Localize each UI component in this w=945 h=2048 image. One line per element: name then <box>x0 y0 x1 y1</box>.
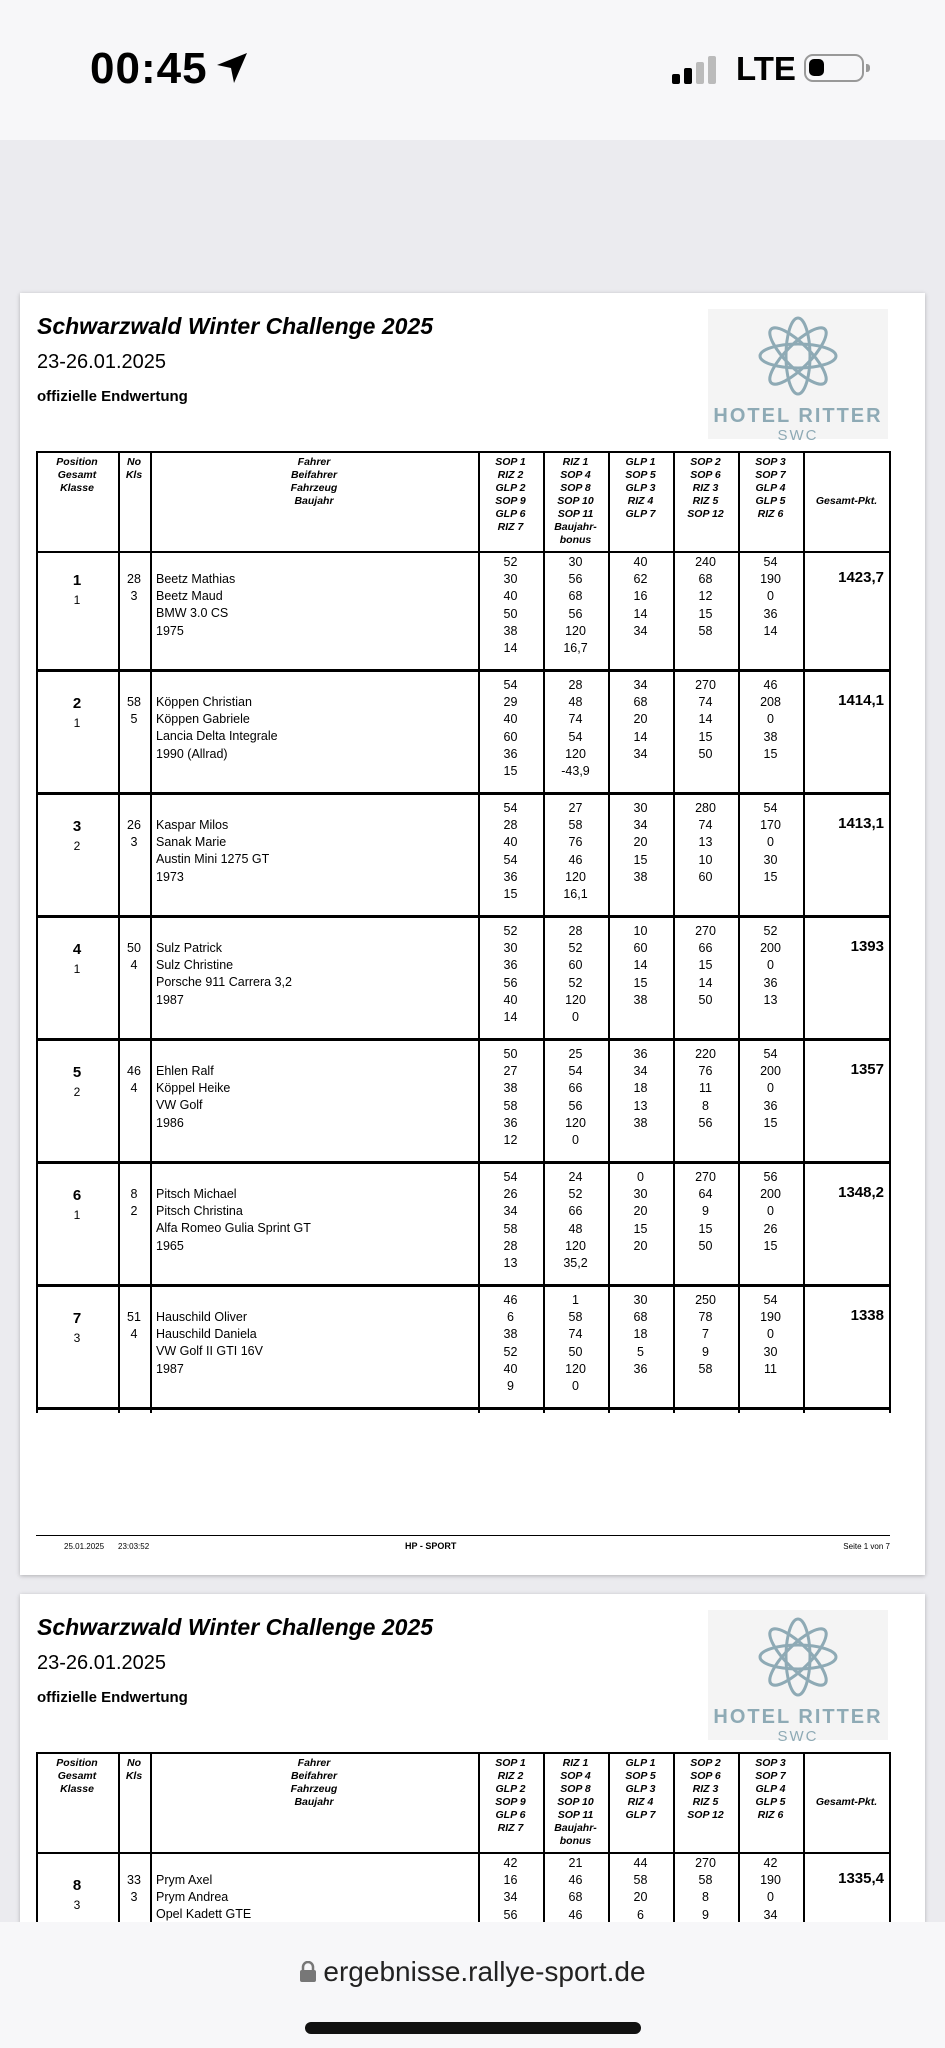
location-arrow-icon <box>214 50 250 86</box>
document-page-2 <box>20 1594 925 1924</box>
points-col4: 280 74 13 10 60 <box>695 801 716 884</box>
points-col2: 25 54 66 56 120 0 <box>565 1047 586 1148</box>
page-footer <box>36 1535 890 1551</box>
crew-info: Pitsch Michael Pitsch Christina Alfa Romeo Gulia Sprint GT 1965 <box>156 1187 311 1253</box>
class-position: 3 <box>73 1331 81 1345</box>
battery-icon <box>804 54 864 82</box>
header-no: No Kls <box>125 1757 143 1782</box>
points-col2: 21 46 68 46 <box>568 1856 583 1922</box>
points-col2: 27 58 76 46 120 16,1 <box>563 801 588 902</box>
start-number: 28 3 <box>127 572 141 604</box>
header-fahrer: Fahrer Beifahrer Fahrzeug Baujahr <box>290 1757 338 1808</box>
points-col3: 44 58 20 6 <box>633 1856 648 1922</box>
doc-title-2: Schwarzwald Winter Challenge 2025 <box>37 1614 434 1640</box>
class-position: 1 <box>73 962 81 976</box>
points-col1: 46 6 38 52 40 9 <box>503 1293 518 1394</box>
header-position: Position Gesamt Klasse <box>56 456 98 494</box>
header-col1: SOP 1 RIZ 2 GLP 2 SOP 9 GLP 6 RIZ 7 <box>495 1757 526 1834</box>
browser-address-bar[interactable] <box>0 1922 945 2048</box>
table-header <box>36 451 890 553</box>
position: 2 <box>72 695 82 712</box>
points-col4: 240 68 12 15 58 <box>695 555 716 638</box>
points-col1: 54 26 34 58 28 13 <box>503 1170 518 1271</box>
start-number: 8 2 <box>130 1187 138 1219</box>
header-col5: SOP 3 SOP 7 GLP 4 GLP 5 RIZ 6 <box>755 456 786 520</box>
points-col4: 220 76 11 8 56 <box>695 1047 716 1130</box>
doc-title: Schwarzwald Winter Challenge 2025 <box>37 313 434 339</box>
points-col4: 270 74 14 15 50 <box>695 678 716 761</box>
doc-subtitle-2: offizielle Endwertung <box>37 1689 188 1706</box>
document-page-1 <box>20 293 925 1575</box>
points-col1: 52 30 40 50 38 14 <box>503 555 518 656</box>
logo-subtext-2: SWC <box>777 1728 819 1745</box>
total-points: 1393 <box>850 938 884 955</box>
points-col3: 0 30 20 15 20 <box>633 1170 648 1253</box>
table-row <box>36 1164 890 1287</box>
total-points: 1413,1 <box>838 815 884 832</box>
status-bar <box>0 0 945 140</box>
table-row <box>36 918 890 1041</box>
crew-info: Hauschild Oliver Hauschild Daniela VW Golf II GTI 16V 1987 <box>156 1310 263 1376</box>
class-position: 2 <box>73 1085 81 1099</box>
clock: 00:45 <box>90 44 208 93</box>
points-col2: 28 52 60 52 120 0 <box>565 924 586 1025</box>
header-position: Position Gesamt Klasse <box>56 1757 98 1795</box>
points-col1: 52 30 36 56 40 14 <box>503 924 518 1025</box>
header-col5: SOP 3 SOP 7 GLP 4 GLP 5 RIZ 6 <box>755 1757 786 1821</box>
logo-text: HOTEL RITTER <box>713 405 883 427</box>
footer-brand: HP - SPORT <box>405 1541 457 1551</box>
class-position: 1 <box>73 1208 81 1222</box>
header-col2: RIZ 1 SOP 4 SOP 8 SOP 10 SOP 11 Baujahr- bonus <box>554 456 597 546</box>
crew-info: Ehlen Ralf Köppel Heike VW Golf 1986 <box>156 1064 231 1130</box>
crew-info: Köppen Christian Köppen Gabriele Lancia Delta Integrale 1990 (Allrad) <box>156 695 278 761</box>
points-col3: 36 34 18 13 38 <box>633 1047 648 1130</box>
header-total: Gesamt-Pkt. <box>815 495 878 507</box>
points-col4: 270 66 15 14 50 <box>695 924 716 1007</box>
table-row <box>36 549 890 672</box>
points-col5: 56 200 0 26 15 <box>760 1170 781 1253</box>
points-col5: 46 208 0 38 15 <box>760 678 781 761</box>
table-header-2 <box>36 1752 890 1854</box>
points-col3: 30 68 18 5 36 <box>633 1293 648 1376</box>
header-no: No Kls <box>125 456 143 481</box>
points-col1: 50 27 38 58 36 12 <box>503 1047 518 1148</box>
points-col5: 54 190 0 36 14 <box>760 555 781 638</box>
start-number: 26 3 <box>127 818 141 850</box>
crew-info: Prym Axel Prym Andrea Opel Kadett GTE <box>156 1873 252 1922</box>
table-row <box>36 1287 890 1410</box>
cellular-signal-icon <box>672 56 720 84</box>
total-points: 1338 <box>850 1307 884 1324</box>
points-col1: 54 28 40 54 36 15 <box>503 801 518 902</box>
points-col1: 42 16 34 56 <box>503 1856 518 1922</box>
points-col1: 54 29 40 60 36 15 <box>503 678 518 779</box>
lock-icon <box>299 1961 317 1983</box>
total-points: 1357 <box>850 1061 884 1078</box>
position: 3 <box>72 818 82 835</box>
position: 1 <box>72 572 82 589</box>
hotel-logo-2 <box>708 1610 888 1745</box>
header-fahrer: Fahrer Beifahrer Fahrzeug Baujahr <box>290 456 338 507</box>
points-col5: 54 190 0 30 11 <box>760 1293 781 1376</box>
total-points: 1335,4 <box>838 1870 884 1887</box>
header-col1: SOP 1 RIZ 2 GLP 2 SOP 9 GLP 6 RIZ 7 <box>495 456 526 533</box>
points-col4: 270 64 9 15 50 <box>695 1170 716 1253</box>
points-col5: 42 190 0 34 <box>760 1856 781 1922</box>
points-col5: 52 200 0 36 13 <box>760 924 781 1007</box>
crew-info: Kaspar Milos Sanak Marie Austin Mini 1275 GT 1973 <box>156 818 270 884</box>
crew-info: Sulz Patrick Sulz Christine Porsche 911 Carrera 3,2 1987 <box>156 941 292 1007</box>
home-indicator[interactable] <box>305 2022 641 2034</box>
points-col4: 270 58 8 9 <box>695 1856 716 1922</box>
url-value: ergebnisse.rallye-sport.de <box>323 1956 646 1987</box>
doc-date: 23-26.01.2025 <box>37 351 167 373</box>
footer-date: 25.01.2025 <box>64 1542 105 1551</box>
header-total: Gesamt-Pkt. <box>815 1796 878 1808</box>
position: 5 <box>72 1064 82 1081</box>
points-col3: 10 60 14 15 38 <box>633 924 648 1007</box>
footer-page: Seite 1 von 7 <box>843 1542 890 1551</box>
header-col4: SOP 2 SOP 6 RIZ 3 RIZ 5 SOP 12 <box>687 1757 724 1821</box>
footer-time: 23:03:52 <box>118 1542 150 1551</box>
total-points: 1423,7 <box>838 569 884 586</box>
logo-text-2: HOTEL RITTER <box>713 1706 883 1728</box>
class-position: 3 <box>73 1898 81 1912</box>
total-points: 1348,2 <box>838 1184 884 1201</box>
points-col4: 250 78 7 9 58 <box>695 1293 716 1376</box>
class-position: 1 <box>73 593 81 607</box>
start-number: 33 3 <box>127 1873 141 1905</box>
points-col2: 1 58 74 50 120 0 <box>565 1293 586 1394</box>
start-number: 46 4 <box>127 1064 141 1096</box>
points-col3: 40 62 16 14 34 <box>633 555 648 638</box>
start-number: 58 5 <box>127 695 141 727</box>
position: 4 <box>72 941 82 958</box>
table-row <box>36 672 890 795</box>
start-number: 51 4 <box>127 1310 141 1342</box>
class-position: 2 <box>73 839 81 853</box>
position: 8 <box>72 1877 82 1894</box>
hotel-logo <box>708 309 888 444</box>
position: 7 <box>72 1310 82 1327</box>
position: 6 <box>72 1187 82 1204</box>
header-col3: GLP 1 SOP 5 GLP 3 RIZ 4 GLP 7 <box>625 1757 656 1821</box>
flower-logo-icon <box>753 309 843 403</box>
flower-logo-icon <box>753 1610 843 1704</box>
total-points: 1414,1 <box>838 692 884 709</box>
points-col3: 34 68 20 14 34 <box>633 678 648 761</box>
table-row <box>36 1041 890 1164</box>
header-col3: GLP 1 SOP 5 GLP 3 RIZ 4 GLP 7 <box>625 456 656 520</box>
network-type: LTE <box>736 50 796 87</box>
doc-subtitle: offizielle Endwertung <box>37 388 188 405</box>
points-col2: 28 48 74 54 120 -43,9 <box>561 678 590 779</box>
points-col5: 54 170 0 30 15 <box>760 801 781 884</box>
points-col3: 30 34 20 15 38 <box>633 801 648 884</box>
points-col2: 24 52 66 48 120 35,2 <box>563 1170 588 1271</box>
class-position: 1 <box>73 716 81 730</box>
header-col4: SOP 2 SOP 6 RIZ 3 RIZ 5 SOP 12 <box>687 456 724 520</box>
logo-subtext: SWC <box>777 427 819 444</box>
header-col2: RIZ 1 SOP 4 SOP 8 SOP 10 SOP 11 Baujahr- bonus <box>554 1757 597 1847</box>
table-row <box>36 795 890 918</box>
start-number: 50 4 <box>127 941 141 973</box>
points-col2: 30 56 68 56 120 16,7 <box>563 555 588 656</box>
table-row <box>36 1850 890 1924</box>
crew-info: Beetz Mathias Beetz Maud BMW 3.0 CS 1975 <box>156 572 236 638</box>
doc-date-2: 23-26.01.2025 <box>37 1652 167 1674</box>
url-text[interactable] <box>0 1956 945 1988</box>
points-col5: 54 200 0 36 15 <box>760 1047 781 1130</box>
